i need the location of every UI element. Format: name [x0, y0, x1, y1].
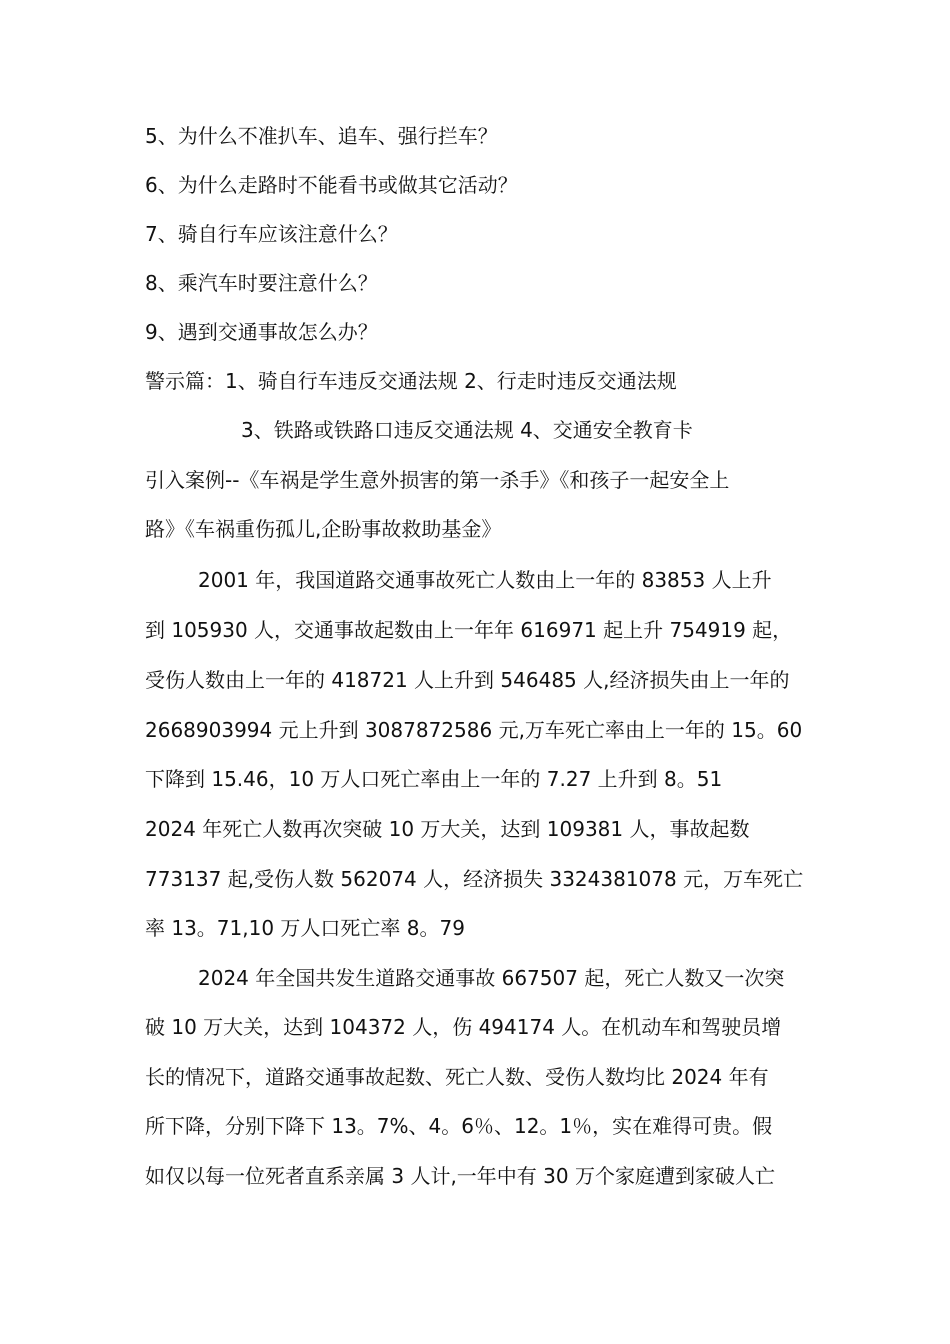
question-7: 7、骑自行车应该注意什么？: [145, 222, 398, 246]
para2-line-2: 破 10 万大关，达到 104372 人，伤 494174 人。在机动车和驾驶员增: [145, 1015, 782, 1039]
para1-line-2: 到 105930 人，交通事故起数由上一年年 616971 起上升 754919 起，: [145, 618, 793, 642]
para1-line-4: 2668903994 元上升到 3087872586 元,万车死亡率由上一年的 15。60: [145, 718, 803, 742]
warning-line-2: 3、铁路或铁路口违反交通法规 4、交通安全教育卡: [241, 418, 693, 442]
question-6: 6、为什么走路时不能看书或做其它活动？: [145, 173, 518, 197]
warning-line-1: 警示篇：1、骑自行车违反交通法规 2、行走时违反交通法规: [145, 369, 677, 393]
para1-line-5: 下降到 15.46，10 万人口死亡率由上一年的 7.27 上升到 8。51: [145, 767, 723, 791]
para2-line-1: 2024 年全国共发生道路交通事故 667507 起，死亡人数又一次突: [198, 966, 785, 990]
para2-line-4: 所下降，分别下降下 13。7%、4。6％、12。1％，实在难得可贵。假: [145, 1114, 773, 1138]
para1-line-7: 773137 起,受伤人数 562074 人，经济损失 3324381078 元，万车死亡: [145, 867, 804, 891]
cases-line-1: 引入案例--《车祸是学生意外损害的第一杀手》《和孩子一起安全上: [145, 468, 730, 492]
para2-line-3: 长的情况下，道路交通事故起数、死亡人数、受伤人数均比 2024 年有: [145, 1065, 769, 1089]
para1-line-3: 受伤人数由上一年的 418721 人上升到 546485 人,经济损失由上一年的: [145, 668, 790, 692]
para1-line-8: 率 13。71,10 万人口死亡率 8。79: [145, 916, 465, 940]
question-5: 5、为什么不准扒车、追车、强行拦车？: [145, 124, 498, 148]
para1-line-6: 2024 年死亡人数再次突破 10 万大关，达到 109381 人，事故起数: [145, 817, 750, 841]
question-8: 8、乘汽车时要注意什么？: [145, 271, 378, 295]
para1-line-1: 2001 年，我国道路交通事故死亡人数由上一年的 83853 人上升: [198, 568, 772, 592]
para2-line-5: 如仅以每一位死者直系亲属 3 人计,一年中有 30 万个家庭遭到家破人亡: [145, 1164, 775, 1188]
cases-line-2: 路》《车祸重伤孤儿,企盼事故救助基金》: [145, 517, 502, 541]
question-9: 9、遇到交通事故怎么办？: [145, 320, 378, 344]
